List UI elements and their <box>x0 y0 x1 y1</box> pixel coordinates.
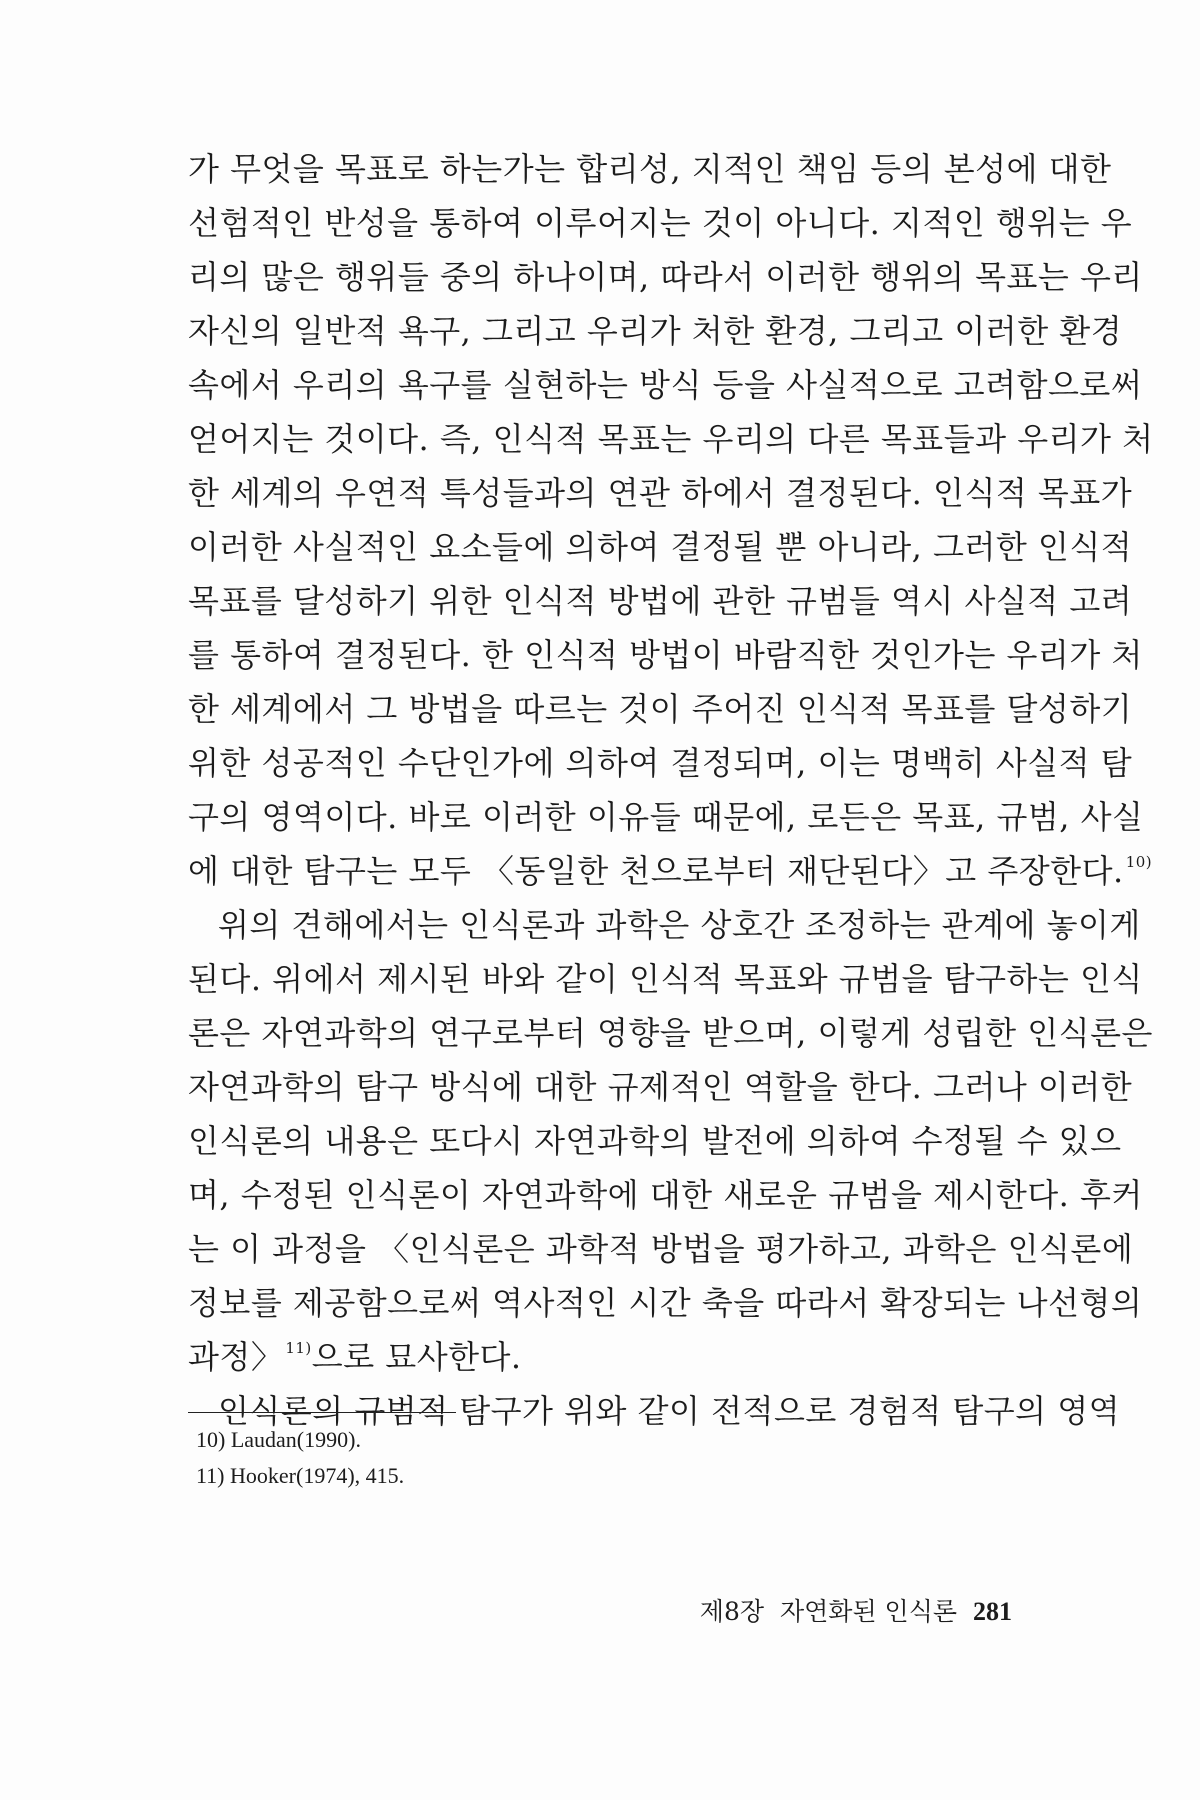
chapter-number: 8 <box>723 1597 740 1626</box>
paragraph-line-with-footnote <box>188 1330 1013 1384</box>
paragraph-line: 선험적인 반성을 통하여 이루어지는 것이 아니다. 지적인 행위는 우 <box>188 204 1133 242</box>
body-text <box>188 142 1154 1438</box>
footnote-divider <box>188 1412 456 1413</box>
paragraph-line-text: 에 대한 탐구는 모두 〈동일한 천으로부터 재단된다〉고 주장한다. <box>188 852 1124 890</box>
paragraph-line: 한 세계에서 그 방법을 따르는 것이 주어진 인식적 목표를 달성하기 <box>188 690 1133 728</box>
running-footer <box>670 1594 1012 1630</box>
paragraph-line: 자신의 일반적 욕구, 그리고 우리가 처한 환경, 그리고 이러한 환경 <box>188 312 1123 350</box>
paragraph-line-text: 과정〉 <box>188 1338 284 1376</box>
footnote-mark: 11) <box>285 1339 312 1357</box>
chapter-title: 자연화된 인식론 <box>780 1597 957 1626</box>
footnote-mark: 10) <box>1125 853 1153 871</box>
paragraph-line: 를 통하여 결정된다. 한 인식적 방법이 바람직한 것인가는 우리가 처 <box>188 636 1143 674</box>
paragraph-line: 속에서 우리의 욕구를 실현하는 방식 등을 사실적으로 고려함으로써 <box>188 366 1143 404</box>
page-number: 281 <box>973 1597 1012 1626</box>
paragraph-line: 인식론의 내용은 또다시 자연과학의 발전에 의하여 수정될 수 있으 <box>188 1122 1122 1160</box>
paragraph-line: 구의 영역이다. 바로 이러한 이유들 때문에, 로든은 목표, 규범, 사실 <box>188 798 1144 836</box>
paragraph-line: 얻어지는 것이다. 즉, 인식적 목표는 우리의 다른 목표들과 우리가 처 <box>188 420 1154 458</box>
paragraph-line: 는 이 과정을 〈인식론은 과학적 방법을 평가하고, 과학은 인식론에 <box>188 1230 1134 1268</box>
paragraph-line-with-footnote <box>188 844 1153 898</box>
paragraph-line: 목표를 달성하기 위한 인식적 방법에 관한 규범들 역시 사실적 고려 <box>188 582 1133 620</box>
paragraph-line: 이러한 사실적인 요소들에 의하여 결정될 뿐 아니라, 그러한 인식적 <box>188 528 1133 566</box>
footnote-item: 10) Laudan(1990). <box>196 1427 361 1452</box>
paragraph-line: 며, 수정된 인식론이 자연과학에 대한 새로운 규범을 제시한다. 후커 <box>188 1176 1143 1214</box>
paragraph-line: 자연과학의 탐구 방식에 대한 규제적인 역할을 한다. 그러나 이러한 <box>188 1068 1133 1106</box>
paragraph-line: 정보를 제공함으로써 역사적인 시간 축을 따라서 확장되는 나선형의 <box>188 1284 1143 1322</box>
paragraph-line: 한 세계의 우연적 특성들과의 연관 하에서 결정된다. 인식적 목표가 <box>188 474 1133 512</box>
paragraph-line: 된다. 위에서 제시된 바와 같이 인식적 목표와 규범을 탐구하는 인식 <box>188 960 1143 998</box>
paragraph-line-tail: 으로 묘사한다. <box>311 1338 522 1376</box>
paragraph-line: 위의 견해에서는 인식론과 과학은 상호간 조정하는 관계에 놓이게 <box>218 906 1141 944</box>
footnotes <box>196 1422 896 1494</box>
footnote-item: 11) Hooker(1974), 415. <box>196 1463 405 1488</box>
chapter-prefix: 제 <box>699 1597 724 1626</box>
paragraph-line: 가 무엇을 목표로 하는가는 합리성, 지적인 책임 등의 본성에 대한 <box>188 150 1112 188</box>
paragraph-line: 위한 성공적인 수단인가에 의하여 결정되며, 이는 명백히 사실적 탐 <box>188 744 1133 782</box>
paragraph-line: 리의 많은 행위들 중의 하나이며, 따라서 이러한 행위의 목표는 우리 <box>188 258 1143 296</box>
paragraph-line: 론은 자연과학의 연구로부터 영향을 받으며, 이렇게 성립한 인식론은 <box>188 1014 1153 1052</box>
chapter-suffix: 장 <box>739 1597 764 1626</box>
paragraph-line: 인식론의 규범적 탐구가 위와 같이 전적으로 경험적 탐구의 영역 <box>218 1392 1121 1430</box>
